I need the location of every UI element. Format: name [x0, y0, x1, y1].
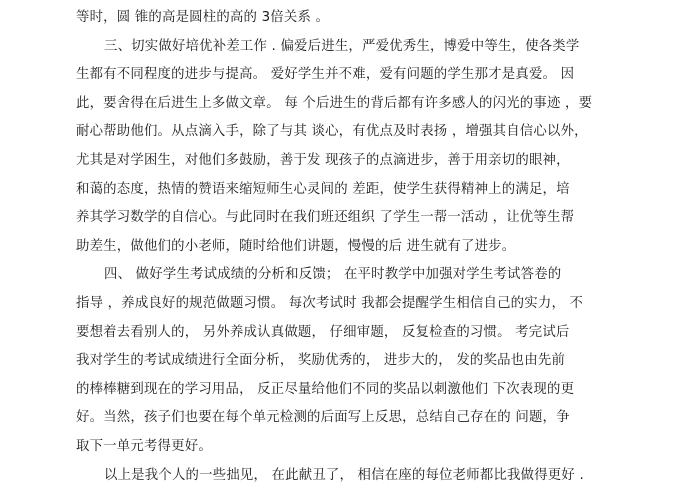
text-line: 尤其是对学困生，对他们多鼓励，善于发 现孩子的点滴进步，善于用亲切的眼神， — [76, 147, 656, 176]
text-line: 和蔼的态度，热情的赞语来缩短师生心灵间的 差距，使学生获得精神上的满足，培 — [76, 176, 656, 205]
text-line: 生都有不同程度的进步与提高。 爱好学生并不难，爱有问题的学生那才是真爱。 因 — [76, 61, 656, 90]
closing-paragraph-line: 以上是我个人的一些拙见， 在此献丑了， 相信在座的每位老师都比我做得更好 . — [76, 462, 656, 490]
section-three-heading-line: 三、切实做好培优补差工作 . 偏爱后进生，严爱优秀生，博爱中等生，使各类学 — [76, 33, 656, 62]
text-line: 养其学习数学的自信心。与此同时在我们班还组织 了学生一帮一活动 ，让优等生帮 — [76, 204, 656, 233]
text-line: 助差生，做他们的小老师，随时给他们讲题，慢慢的后 进生就有了进步。 — [76, 233, 656, 262]
text-line: 耐心帮助他们。从点滴入手，除了与其 谈心，有优点及时表扬 ，增强其自信心以外， — [76, 118, 656, 147]
text-line: 我对学生的考试成绩进行全面分析， 奖励优秀的， 进步大的， 发的奖品也由先前 — [76, 347, 656, 376]
text-line: 取下一单元考得更好。 — [76, 433, 656, 462]
text-line: 等时，圆 锥的高是圆柱的高的 3倍关系 。 — [76, 4, 656, 33]
text-line: 的棒棒糖到现在的学习用品， 反正尽量给他们不同的奖品以刺激他们 下次表现的更 — [76, 376, 656, 405]
section-four-heading-line: 四、 做好学生考试成绩的分析和反馈； 在平时教学中加强对学生考试答卷的 — [76, 261, 656, 290]
text-line: 好。当然，孩子们也要在每个单元检测的后面写上反思，总结自己存在的 问题，争 — [76, 404, 656, 433]
text-line: 此，要舍得在后进生上多做文章。 每 个后进生的背后都有许多感人的闪光的事迹 ，要 — [76, 90, 656, 119]
text-line: 指导 ，养成良好的规范做题习惯。 每次考试时 我都会提醒学生相信自己的实力， 不 — [76, 290, 656, 319]
text-line: 要想着去看别人的， 另外养成认真做题， 仔细审题， 反复检查的习惯。 考完试后 — [76, 319, 656, 348]
